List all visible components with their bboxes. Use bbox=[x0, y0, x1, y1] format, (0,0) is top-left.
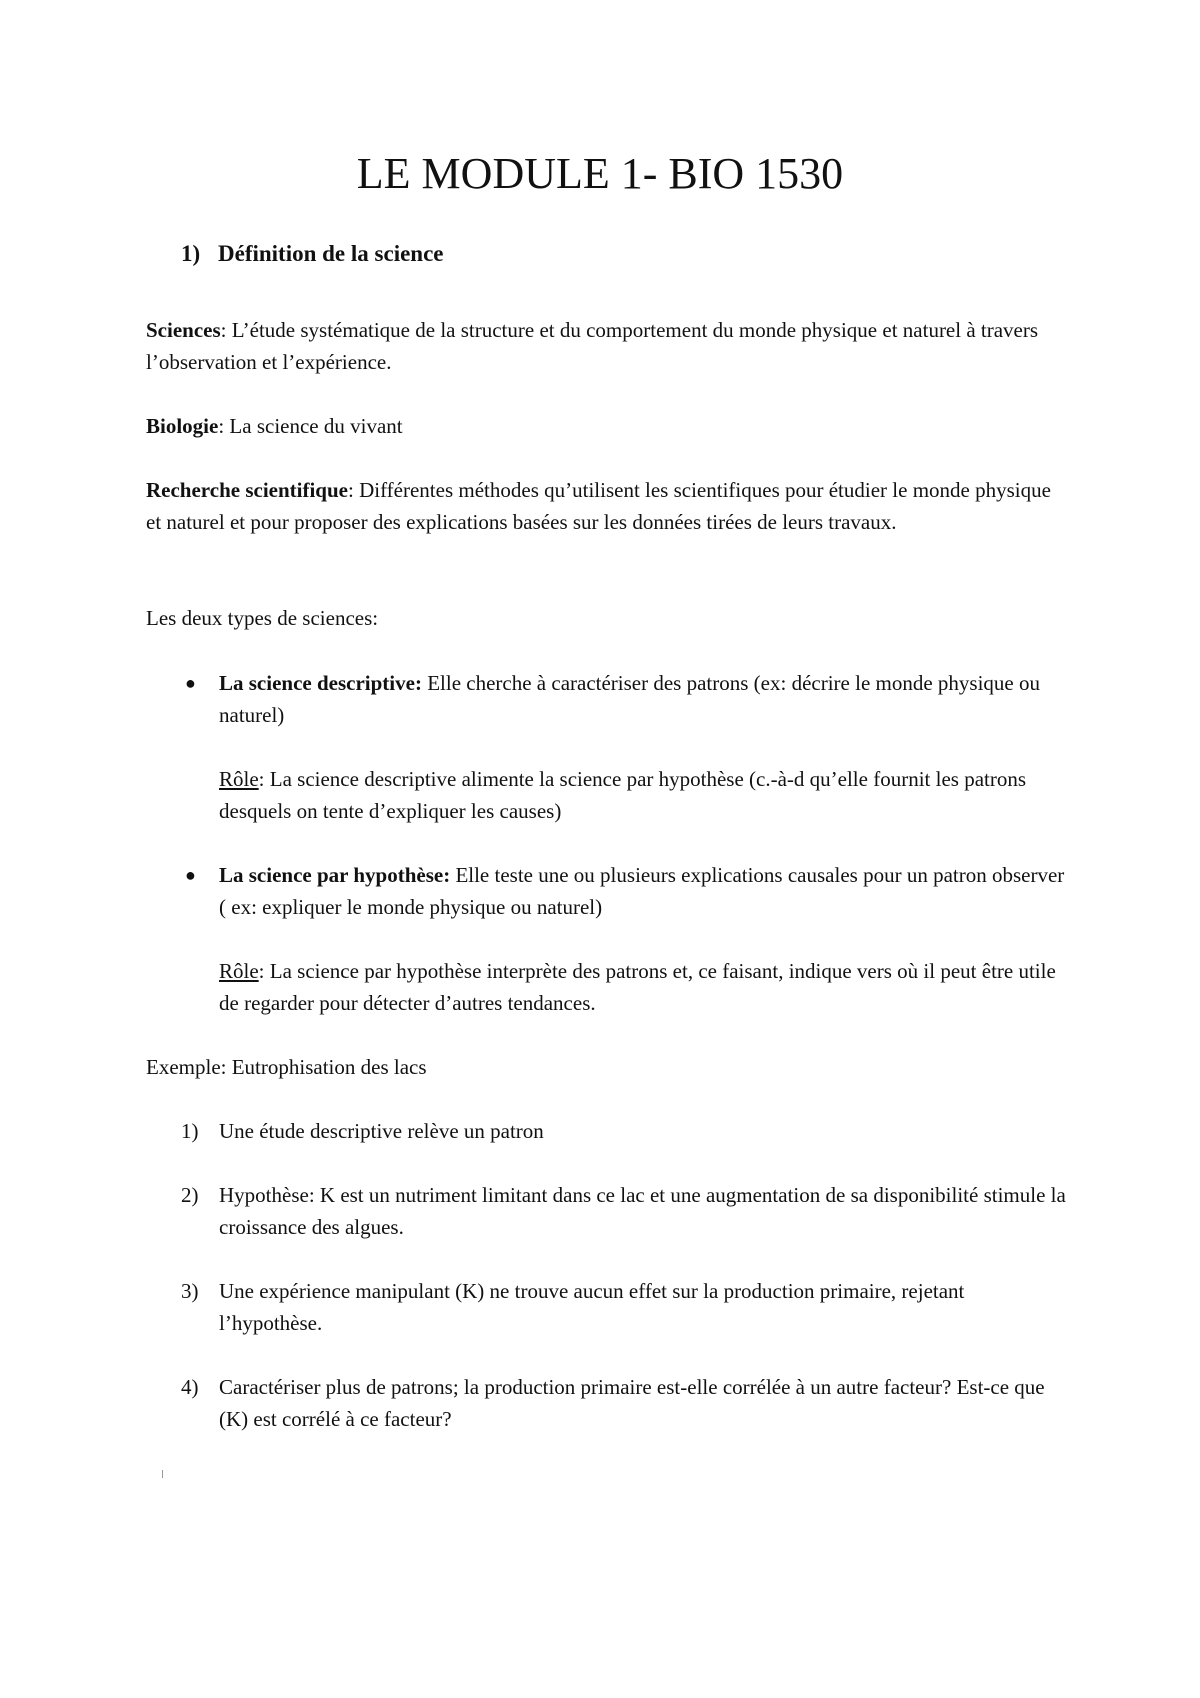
bullet-text: Elle teste une ou plusieurs explications causales pour un patron observer ( ex: expliquer le monde physique ou naturel) bbox=[219, 863, 1065, 919]
step-number: 4) bbox=[181, 1375, 199, 1399]
stray-mark bbox=[162, 1470, 163, 1478]
bullet-text: Elle cherche à caractériser des patrons (ex: décrire le monde physique ou naturel) bbox=[219, 671, 1040, 727]
definition-term: Recherche scientifique bbox=[146, 478, 348, 502]
example-intro: Exemple: Eutrophisation des lacs bbox=[146, 1055, 427, 1079]
bullet-descriptive bbox=[219, 667, 1069, 731]
definition-sciences bbox=[146, 314, 1056, 378]
step-number: 3) bbox=[181, 1279, 199, 1303]
bullet-icon: ● bbox=[185, 865, 196, 885]
bullet-hypothese bbox=[219, 859, 1069, 923]
definition-recherche bbox=[146, 474, 1056, 538]
step-item: Hypothèse: K est un nutriment limitant dans ce lac et une augmentation de sa disponibilité stimule la croissance des algues. bbox=[219, 1183, 1066, 1239]
role-text: : La science par hypothèse interprète des patrons et, ce faisant, indique vers où il peut être utile de regarder pour détecter d’autres tendances. bbox=[219, 959, 1056, 1015]
step-item: Caractériser plus de patrons; la production primaire est-elle corrélée à un autre facteur? Est-ce que (K) est corrélé à ce facteur? bbox=[219, 1375, 1045, 1431]
definition-text: : L’étude systématique de la structure et du comportement du monde physique et naturel à travers l’observation et l’expérience. bbox=[146, 318, 1039, 374]
role-text: : La science descriptive alimente la science par hypothèse (c.-à-d qu’elle fournit les patrons desquels on tente d’expliquer les causes) bbox=[219, 767, 1027, 823]
step-item: Une étude descriptive relève un patron bbox=[219, 1119, 544, 1143]
step-number: 2) bbox=[181, 1183, 199, 1207]
role-label: Rôle bbox=[219, 767, 259, 791]
step-item: Une expérience manipulant (K) ne trouve aucun effet sur la production primaire, rejetant l’hypothèse. bbox=[219, 1279, 965, 1335]
step-number: 1) bbox=[181, 1119, 199, 1143]
types-intro: Les deux types de sciences: bbox=[146, 606, 379, 630]
definition-term: Biologie bbox=[146, 414, 219, 438]
section-heading bbox=[181, 241, 444, 267]
page-title: LE MODULE 1- BIO 1530 bbox=[356, 149, 844, 198]
role-hypothese bbox=[219, 955, 1069, 1019]
bullet-term: La science descriptive: bbox=[219, 671, 422, 695]
role-label: Rôle bbox=[219, 959, 259, 983]
definition-text: : La science du vivant bbox=[218, 414, 403, 438]
definition-text: : Différentes méthodes qu’utilisent les scientifiques pour étudier le monde physique et naturel et pour proposer des explications basées sur les données tirées de leurs travaux. bbox=[146, 478, 1051, 534]
section-title: Définition de la science bbox=[218, 241, 444, 266]
bullet-icon: ● bbox=[185, 673, 196, 693]
bullet-term: La science par hypothèse: bbox=[219, 863, 451, 887]
definition-term: Sciences bbox=[146, 318, 221, 342]
definition-biologie bbox=[146, 410, 1056, 442]
section-number: 1) bbox=[181, 241, 201, 266]
role-descriptive bbox=[219, 763, 1069, 827]
